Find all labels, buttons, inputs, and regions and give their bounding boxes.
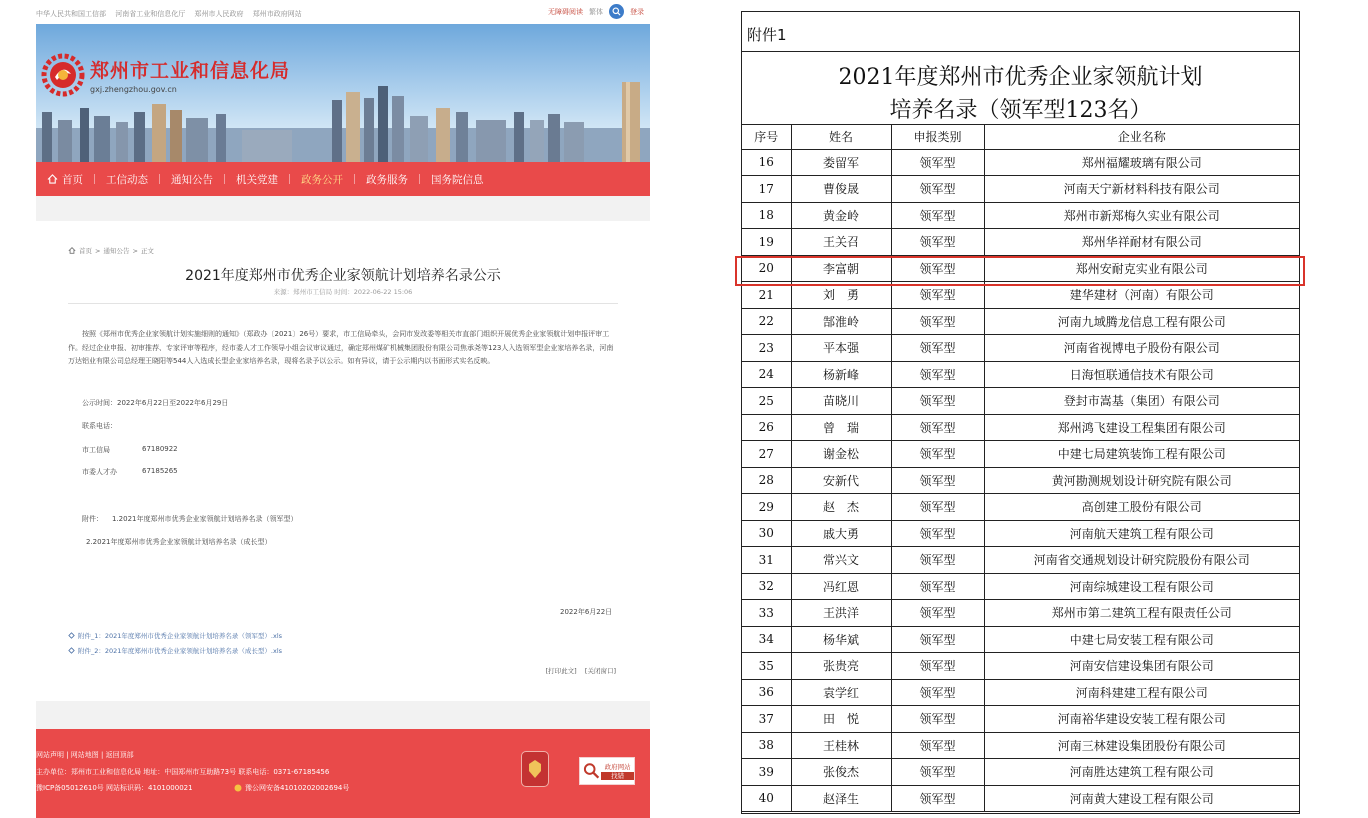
table-row (742, 255, 1299, 282)
cell-company: 河南黄大建设工程有限公司 (984, 785, 1299, 812)
file-link-text: 附件_1：2021年度郑州市优秀企业家领航计划培养名录（领军型）.xls (78, 632, 283, 640)
article-panel (36, 221, 650, 701)
cell-company: 河南天宁新材料科技有限公司 (984, 176, 1299, 203)
cell-category: 领军型 (891, 600, 984, 627)
top-bar (36, 0, 650, 24)
print-link[interactable]: [打印此文] (545, 667, 577, 675)
cell-category: 领军型 (891, 149, 984, 176)
cell-company: 河南裕华建设安装工程有限公司 (984, 706, 1299, 733)
file-link[interactable] (68, 631, 282, 640)
cell-no: 21 (742, 282, 791, 309)
traditional-link[interactable]: 繁体 (589, 7, 603, 16)
cell-company: 河南省视博电子股份有限公司 (984, 335, 1299, 362)
cell-company: 郑州市第二建筑工程有限责任公司 (984, 600, 1299, 627)
cell-no: 35 (742, 653, 791, 680)
cell-category: 领军型 (891, 494, 984, 521)
footer-police-text: 豫公网安备41010202002694号 (245, 784, 350, 792)
cell-category: 领军型 (891, 414, 984, 441)
cell-no: 16 (742, 149, 791, 176)
cell-category: 领军型 (891, 653, 984, 680)
cell-no: 20 (742, 255, 791, 282)
cell-category: 领军型 (891, 335, 984, 362)
contact-dept: 市委人才办 (82, 468, 117, 476)
header-category: 申报类别 (891, 125, 984, 149)
cell-name: 曾 瑞 (791, 414, 891, 441)
table-row (742, 361, 1299, 388)
cell-name: 杨华斌 (791, 626, 891, 653)
cell-no: 17 (742, 176, 791, 203)
top-link[interactable]: 河南省工业和信息化厅 (115, 10, 186, 18)
table-row (742, 520, 1299, 547)
table-row (742, 176, 1299, 203)
cell-company: 中建七局安装工程有限公司 (984, 626, 1299, 653)
name-list-table (742, 125, 1299, 812)
cell-name: 王关召 (791, 229, 891, 256)
cell-no: 36 (742, 679, 791, 706)
cell-company: 河南胜达建筑工程有限公司 (984, 759, 1299, 786)
cell-company: 黄河勘测规划设计研究院有限公司 (984, 467, 1299, 494)
site-footer (36, 729, 650, 818)
close-window-link[interactable]: [关闭窗口] (584, 667, 616, 675)
cell-name: 常兴文 (791, 547, 891, 574)
footer-icp[interactable]: 豫ICP备05012610号 网站标识码：4101000021 (36, 784, 193, 792)
cell-no: 28 (742, 467, 791, 494)
cell-name: 平本强 (791, 335, 891, 362)
cell-category: 领军型 (891, 255, 984, 282)
file-icon (68, 647, 75, 654)
breadcrumb-sep: > (95, 246, 101, 255)
cell-name: 袁学红 (791, 679, 891, 706)
table-row (742, 679, 1299, 706)
top-right-tools (548, 4, 644, 19)
cell-name: 张贵亮 (791, 653, 891, 680)
cell-category: 领军型 (891, 679, 984, 706)
cell-category: 领军型 (891, 308, 984, 335)
table-row (742, 573, 1299, 600)
table-row (742, 785, 1299, 812)
accessibility-link[interactable]: 无障碍阅读 (548, 7, 583, 16)
cell-name: 赵泽生 (791, 785, 891, 812)
cell-company: 日海恒联通信技术有限公司 (984, 361, 1299, 388)
table-row (742, 202, 1299, 229)
cell-category: 领军型 (891, 361, 984, 388)
cell-no: 34 (742, 626, 791, 653)
gov-badge-line1: 政府网站 (604, 762, 631, 771)
login-link[interactable]: 登录 (630, 7, 644, 16)
nav-item-notices[interactable]: 通知公告 (171, 173, 213, 186)
cell-category: 领军型 (891, 785, 984, 812)
table-row (742, 441, 1299, 468)
cell-name: 冯红恩 (791, 573, 891, 600)
home-icon (68, 247, 76, 254)
cell-no: 19 (742, 229, 791, 256)
home-icon (47, 174, 58, 184)
nav-label: 首页 (62, 173, 83, 186)
table-row (742, 494, 1299, 521)
contact-dept: 市工信局 (82, 446, 110, 454)
logo-name: 郑州市工业和信息化局 (90, 60, 291, 82)
city-skyline-image (36, 82, 650, 162)
logo-url: gxj.zhengzhou.gov.cn (90, 85, 177, 94)
cell-no: 18 (742, 202, 791, 229)
cell-category: 领军型 (891, 520, 984, 547)
cell-name: 安新代 (791, 467, 891, 494)
divider (68, 303, 618, 304)
table-body (742, 149, 1299, 812)
cell-company: 河南航天建筑工程有限公司 (984, 520, 1299, 547)
article-date: 2022年6月22日 (560, 608, 613, 616)
cell-no: 31 (742, 547, 791, 574)
cell-name: 曹俊晟 (791, 176, 891, 203)
cell-name: 黄金岭 (791, 202, 891, 229)
cell-name: 娄留军 (791, 149, 891, 176)
table-row (742, 414, 1299, 441)
contact-phone: 67180922 (142, 445, 178, 453)
header-name: 姓名 (791, 125, 891, 149)
table-row (742, 467, 1299, 494)
cell-name: 张俊杰 (791, 759, 891, 786)
cell-company: 郑州市新郑梅久实业有限公司 (984, 202, 1299, 229)
cell-company: 河南九域腾龙信息工程有限公司 (984, 308, 1299, 335)
party-badge-icon[interactable] (521, 751, 549, 787)
footer-police[interactable] (234, 783, 349, 793)
nav-item-news[interactable]: 工信动态 (106, 173, 148, 186)
breadcrumb-current: 正文 (140, 247, 154, 255)
table-row (742, 653, 1299, 680)
cell-no: 33 (742, 600, 791, 627)
nav-item-gov-affairs[interactable]: 政务公开 (301, 173, 343, 186)
cell-no: 39 (742, 759, 791, 786)
table-row (742, 229, 1299, 256)
attachment-item: 1.2021年度郑州市优秀企业家领航计划培养名录（领军型） (112, 515, 298, 523)
article-body: 按照《郑州市优秀企业家领航计划实施细则的通知》（郑政办〔2021〕26号）要求，市工信局牵头，会同市发改委等相关市直部门组织开展优秀企业家领航计划申报评审工作。经过企业申报、初审推荐、专家评审等程序，经市委人才工作领导小组会议审议通过，确定郑州煤矿机械集团股份有限公司焦承尧等123人入选领军型企业家培养名录，河南万达铝业有限公司总经理王晓阳等544人入选成长型企业家培养名录，现将名录予以公示。如有异议，请于公示期内以书面形式实名反映。 (68, 330, 614, 365)
table-row (742, 759, 1299, 786)
main-nav (36, 162, 650, 196)
cell-company: 河南三林建设集团股份有限公司 (984, 732, 1299, 759)
cell-company: 河南科建建工程有限公司 (984, 679, 1299, 706)
cell-category: 领军型 (891, 176, 984, 203)
cell-company: 郑州鸿飞建设工程集团有限公司 (984, 414, 1299, 441)
nav-item-state-council[interactable]: 国务院信息 (431, 173, 484, 186)
cell-company: 郑州福耀玻璃有限公司 (984, 149, 1299, 176)
cell-name: 戚大勇 (791, 520, 891, 547)
cell-name: 李富朝 (791, 255, 891, 282)
gov-badge-line2: 找错 (601, 772, 634, 780)
nav-item-services[interactable]: 政务服务 (366, 173, 408, 186)
article-tools (546, 666, 616, 675)
annex-label: 附件1 (742, 12, 1299, 52)
table-row (742, 626, 1299, 653)
police-badge-icon (234, 784, 242, 792)
contact-label: 联系电话： (82, 422, 117, 430)
article-title: 2021年度郑州市优秀企业家领航计划培养名录公示 (185, 268, 501, 284)
cell-name: 田 悦 (791, 706, 891, 733)
header-banner (36, 24, 650, 162)
cell-company: 河南综城建设工程有限公司 (984, 573, 1299, 600)
table-row (742, 547, 1299, 574)
table-row (742, 308, 1299, 335)
cell-no: 30 (742, 520, 791, 547)
search-icon (612, 7, 621, 16)
table-row (742, 335, 1299, 362)
document-title (742, 52, 1299, 125)
cell-no: 27 (742, 441, 791, 468)
cell-no: 40 (742, 785, 791, 812)
cell-category: 领军型 (891, 706, 984, 733)
cell-no: 37 (742, 706, 791, 733)
table-row (742, 282, 1299, 309)
cell-no: 24 (742, 361, 791, 388)
cell-category: 领军型 (891, 547, 984, 574)
title-line-2: 培养名录（领军型123名） (889, 98, 1152, 123)
cell-category: 领军型 (891, 229, 984, 256)
top-link[interactable]: 郑州市人民政府 (194, 10, 244, 18)
cell-category: 领军型 (891, 202, 984, 229)
cell-company: 郑州安耐克实业有限公司 (984, 255, 1299, 282)
cell-no: 25 (742, 388, 791, 415)
cell-no: 26 (742, 414, 791, 441)
contact-phone: 67185265 (142, 467, 178, 475)
nav-item-home[interactable] (36, 162, 94, 196)
cell-name: 杨新峰 (791, 361, 891, 388)
emblem-icon (526, 758, 544, 780)
attachment-item: 2.2021年度郑州市优秀企业家领航计划培养名录（成长型） (86, 538, 272, 546)
nav-item-party[interactable]: 机关党建 (236, 173, 278, 186)
breadcrumb-notices[interactable]: 通知公告 (103, 247, 130, 255)
annex-document (741, 11, 1300, 814)
publicity-period: 公示时间：2022年6月22日至2022年6月29日 (82, 399, 229, 407)
cell-company: 中建七局建筑装饰工程有限公司 (984, 441, 1299, 468)
header-no: 序号 (742, 125, 791, 149)
cell-company: 建华建材（河南）有限公司 (984, 282, 1299, 309)
file-link-text: 附件_2：2021年度郑州市优秀企业家领航计划培养名录（成长型）.xls (78, 647, 283, 655)
table-row (742, 600, 1299, 627)
cell-company: 登封市嵩基（集团）有限公司 (984, 388, 1299, 415)
gov-error-report-badge[interactable] (579, 757, 635, 785)
table-row (742, 388, 1299, 415)
breadcrumb (68, 246, 154, 255)
website-panel (36, 0, 650, 818)
cell-name: 王洪洋 (791, 600, 891, 627)
cell-category: 领军型 (891, 626, 984, 653)
cell-category: 领军型 (891, 467, 984, 494)
cell-category: 领军型 (891, 732, 984, 759)
table-row (742, 732, 1299, 759)
header-company: 企业名称 (984, 125, 1299, 149)
cell-name: 刘 勇 (791, 282, 891, 309)
cell-no: 32 (742, 573, 791, 600)
cell-category: 领军型 (891, 282, 984, 309)
search-button[interactable] (609, 4, 624, 19)
cell-no: 23 (742, 335, 791, 362)
cell-no: 38 (742, 732, 791, 759)
cell-category: 领军型 (891, 441, 984, 468)
footer-links[interactable]: 网站声明 | 网站地图 | 返回顶部 (36, 751, 134, 759)
footer-sponsor: 主办单位：郑州市工业和信息化局 地址：中国郑州市互助路73号 联系电话：0371-67185456 (36, 768, 330, 776)
breadcrumb-home[interactable]: 首页 (79, 247, 92, 255)
cell-name: 苗晓川 (791, 388, 891, 415)
table-header-row (742, 125, 1299, 149)
cell-name: 郜淮岭 (791, 308, 891, 335)
cell-name: 谢金松 (791, 441, 891, 468)
article-meta: 来源：郑州市工信局 时间：2022-06-22 15:06 (273, 288, 413, 296)
cell-no: 22 (742, 308, 791, 335)
attachments-label: 附件： (82, 515, 103, 523)
table-row (742, 706, 1299, 733)
cell-name: 王桂林 (791, 732, 891, 759)
cell-category: 领军型 (891, 573, 984, 600)
cell-name: 赵 杰 (791, 494, 891, 521)
breadcrumb-sep: > (132, 246, 138, 255)
file-icon (68, 632, 75, 639)
cell-category: 领军型 (891, 759, 984, 786)
cell-no: 29 (742, 494, 791, 521)
table-row (742, 149, 1299, 176)
magnifier-icon (582, 761, 601, 781)
cell-category: 领军型 (891, 388, 984, 415)
top-links (36, 9, 309, 19)
cell-company: 河南安信建设集团有限公司 (984, 653, 1299, 680)
file-link[interactable] (68, 646, 282, 655)
cell-company: 河南省交通规划设计研究院股份有限公司 (984, 547, 1299, 574)
cell-company: 高创建工股份有限公司 (984, 494, 1299, 521)
top-link[interactable]: 郑州市政府网站 (252, 10, 302, 18)
top-link[interactable]: 中华人民共和国工信部 (36, 10, 106, 18)
cell-company: 郑州华祥耐材有限公司 (984, 229, 1299, 256)
title-line-1: 2021年度郑州市优秀企业家领航计划 (838, 65, 1203, 90)
